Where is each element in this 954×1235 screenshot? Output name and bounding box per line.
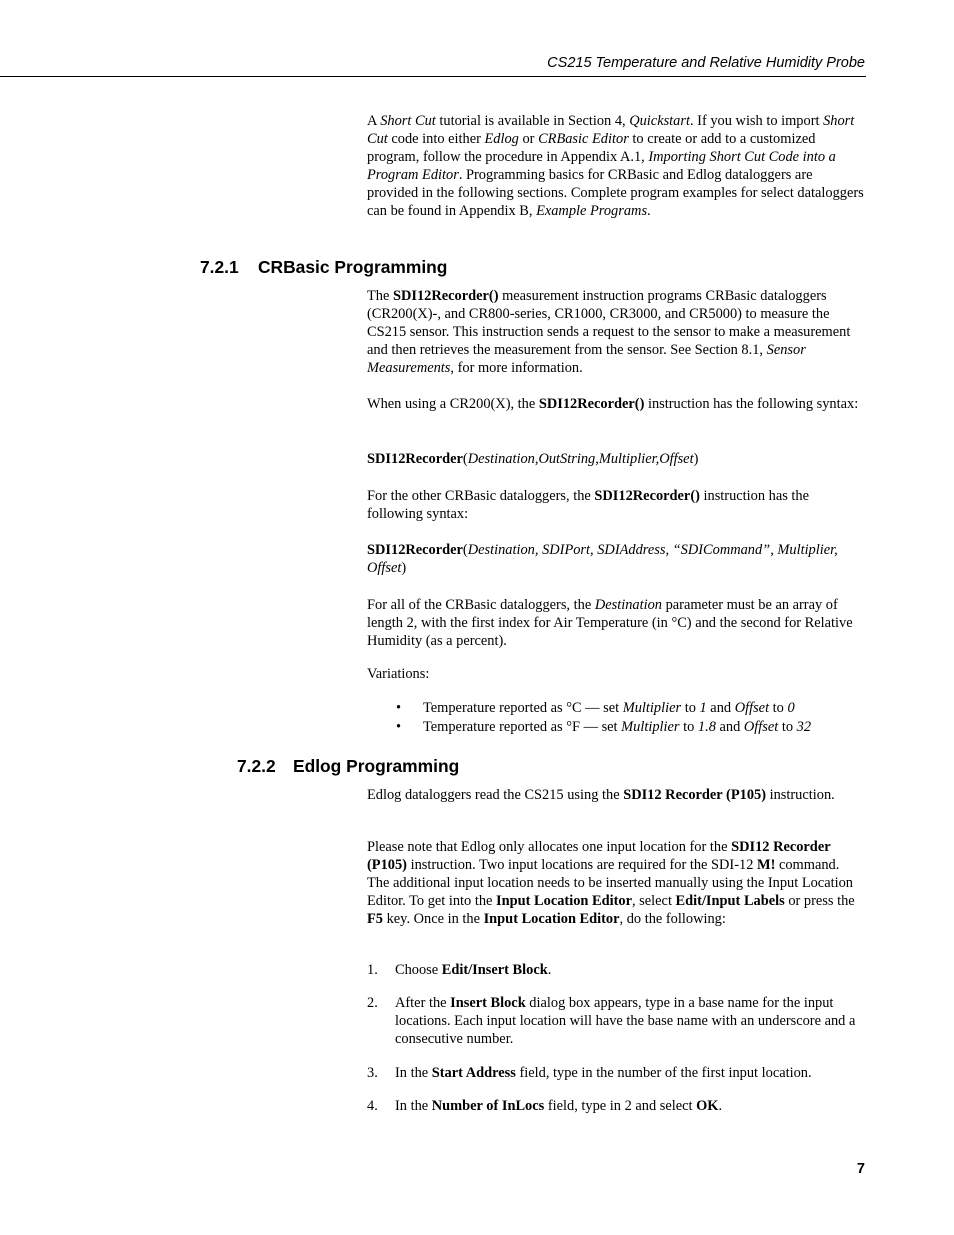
list-item: 2. After the Insert Block dialog box appears, type in a base name for the input locations. Each input location will have the base name with an underscore and a consecutive number.	[367, 995, 856, 1047]
list-item: 4. In the Number of InLocs field, type in 2 and select OK.	[367, 1098, 723, 1114]
section-title: Edlog Programming	[293, 756, 460, 776]
section-number: 7.2.2	[237, 756, 276, 776]
step-2	[367, 994, 865, 1048]
crbasic-paragraph-1: The SDI12Recorder() measurement instruction programs CRBasic dataloggers (CR200(X)-, and CR800-series, CR1000, CR3000, and CR5000) to measure the CS215 sensor. This instruction sends a request to the sensor to make a measurement and then retrieves the measurement from the sensor. See Section 8.1, Sensor Measurements, for more information.	[367, 288, 851, 376]
intro-paragraph: A Short Cut tutorial is available in Section 4, Quickstart. If you wish to import Short Cut code into either Edlog or CRBasic Editor to create or add to a customized program, follow the procedure in Appendix A.1, Importing Short Cut Code into a Program Editor. Programming basics for CRBasic and Edlog dataloggers are provided in the following sections. Complete program examples for select dataloggers can be found in Appendix B, Example Programs.	[367, 113, 864, 219]
section-heading-7-2-2	[237, 756, 459, 777]
syntax-other: SDI12Recorder(Destination, SDIPort, SDIAddress, “SDICommand”, Multiplier, Offset)	[367, 542, 838, 576]
step-4	[367, 1097, 865, 1115]
page-number: 7	[856, 1161, 865, 1177]
section-heading-7-2-1	[200, 257, 447, 278]
list-item: • Temperature reported as °C — set Multiplier to 1 and Offset to 0	[367, 699, 865, 718]
step-3	[367, 1064, 865, 1082]
variations-list	[367, 699, 865, 737]
running-header-title: CS215 Temperature and Relative Humidity Probe	[547, 55, 865, 71]
header-rule	[0, 76, 866, 77]
edlog-paragraph-1: Edlog dataloggers read the CS215 using the SDI12 Recorder (P105) instruction.	[367, 787, 835, 803]
list-item: 1. Choose Edit/Insert Block.	[367, 962, 552, 978]
crbasic-paragraph-3: For the other CRBasic dataloggers, the SDI12Recorder() instruction has the following syntax:	[367, 488, 810, 522]
section-number: 7.2.1	[200, 257, 239, 277]
section-title: CRBasic Programming	[258, 257, 448, 277]
step-1	[367, 961, 865, 979]
crbasic-paragraph-4: For all of the CRBasic dataloggers, the Destination parameter must be an array of length 2, with the first index for Air Temperature (in °C) and the second for Relative Humidity (as a percent).	[367, 597, 853, 649]
variations-label: Variations:	[367, 666, 430, 682]
list-item: 3. In the Start Address field, type in the number of the first input location.	[367, 1065, 812, 1081]
edlog-paragraph-2: Please note that Edlog only allocates one input location for the SDI12 Recorder (P105) instruction. Two input locations are required for the SDI-12 M! command. The additional input location needs to be inserted manually using the Input Location Editor. To get into the Input Location Editor, select Edit/Input Labels or press the F5 key. Once in the Input Location Editor, do the following:	[367, 839, 855, 927]
list-item: • Temperature reported as °F — set Multiplier to 1.8 and Offset to 32	[367, 718, 865, 737]
syntax-cr200: SDI12Recorder(Destination,OutString,Multiplier,Offset)	[367, 451, 699, 467]
crbasic-paragraph-2: When using a CR200(X), the SDI12Recorder() instruction has the following syntax:	[367, 396, 859, 412]
